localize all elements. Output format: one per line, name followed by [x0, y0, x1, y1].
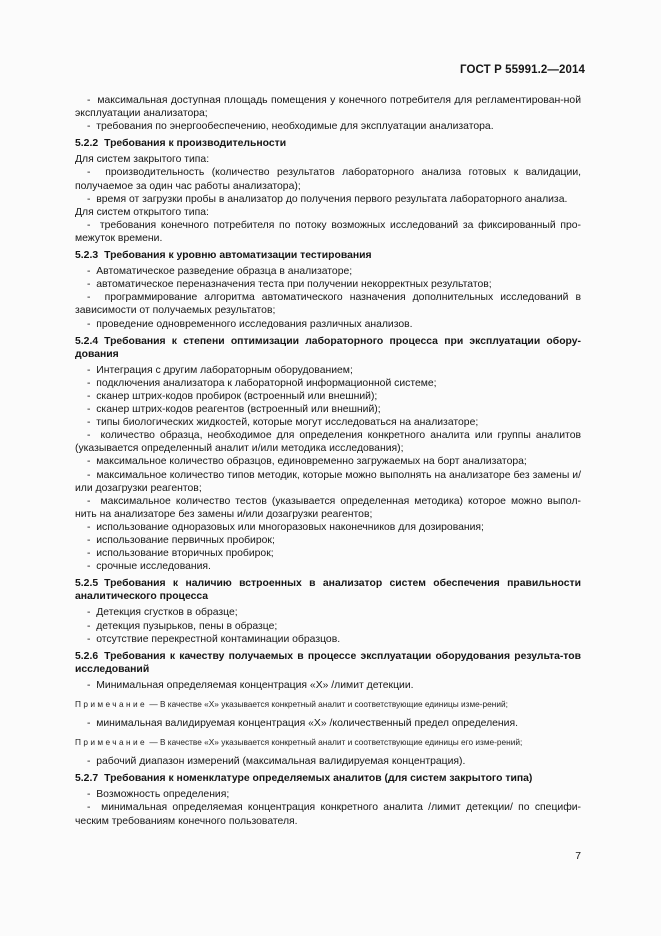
list-item [75, 166, 581, 192]
section-title: Требования к уровню автоматизации тестирования [104, 250, 372, 262]
page-number: 7 [575, 851, 581, 862]
list-item [75, 717, 581, 730]
list-item [75, 429, 581, 455]
section-number: 5.2.5 [75, 578, 99, 590]
list-dash: - [87, 456, 97, 468]
list-item-text: типы биологических жидкостей, которые могут исследоваться на анализаторе; [96, 417, 479, 429]
list-item-text: сканер штрих-кодов реагентов (встроенный или внешний); [96, 404, 381, 416]
list-dash: - [87, 121, 97, 133]
section-number: 5.2.3 [75, 250, 99, 262]
list-item-text: Минимальная определяемая концентрация «Х» /лимит детекции. [96, 679, 414, 691]
section-title: Требования к производительности [104, 138, 287, 150]
list-item-text: Детекция сгустков в образце; [96, 607, 238, 619]
list-dash: - [87, 430, 101, 442]
list-dash: - [87, 318, 97, 330]
list-dash: - [87, 620, 97, 632]
list-item-text: использование вторичных пробирок; [96, 548, 274, 560]
list-dash: - [87, 495, 101, 507]
list-item [75, 801, 581, 827]
list-item-text: максимальное количество типов методик, которые можно выполнять на анализаторе без замены и/или дозагрузки реагентов; [75, 469, 582, 494]
list-dash: - [87, 404, 97, 416]
list-item [75, 521, 581, 534]
list-item [75, 620, 581, 633]
list-dash: - [87, 292, 105, 304]
list-dash: - [87, 167, 106, 179]
list-item [75, 390, 581, 403]
list-dash: - [87, 417, 97, 429]
paragraph: Для систем открытого типа: [75, 206, 209, 218]
list-item-text: подключения анализатора к лабораторной информационной системе; [96, 377, 437, 389]
list-item [75, 560, 581, 573]
list-item-text: требования конечного потребителя по потоку возможных исследований за фиксированный про-межуток времени. [75, 219, 581, 244]
list-item-text: максимальное количество образцов, единовременно загружаемых на борт анализатора; [96, 456, 527, 468]
list-item [75, 416, 581, 429]
list-item [75, 788, 581, 801]
list-dash: - [87, 607, 97, 619]
document-body [75, 94, 581, 828]
section-heading [75, 335, 581, 361]
list-item-text: производительность (количество результатов лабораторного анализа готовых к валидации, получаемое за один час работы анализатора); [75, 167, 582, 192]
list-dash: - [87, 789, 97, 801]
section-title: Требования к качеству получаемых в процессе эксплуатации оборудования результа-тов исследований [75, 650, 581, 675]
list-dash: - [87, 364, 97, 376]
section-heading [75, 249, 581, 262]
list-item [75, 265, 581, 278]
list-dash: - [87, 193, 97, 205]
note-label: Примечание [75, 699, 148, 710]
list-item [75, 755, 581, 768]
list-dash: - [87, 219, 100, 231]
list-item-text: требования по энергообеспечению, необходимые для эксплуатации анализатора. [96, 121, 494, 133]
list-item-text: Интеграция с другим лабораторным оборудованием; [96, 364, 353, 376]
list-item [75, 469, 581, 495]
section-number: 5.2.6 [75, 650, 99, 662]
list-item-text: программирование алгоритма автоматического назначения дополнительных исследований в зависимости от получаемых результатов; [75, 292, 581, 317]
list-dash: - [87, 679, 97, 691]
list-item [75, 679, 581, 692]
list-item [75, 495, 581, 521]
list-item-text: рабочий диапазон измерений (максимальная валидируемая концентрация). [96, 756, 466, 768]
list-dash: - [87, 469, 97, 481]
list-item-text: Автоматическое разведение образца в анализаторе; [96, 266, 353, 278]
section-title: Требования к номенклатуре определяемых аналитов (для систем закрытого типа) [104, 773, 533, 785]
list-dash: - [87, 521, 97, 533]
list-item-text: сканер штрих-кодов пробирок (встроенный или внешний); [96, 390, 378, 402]
list-item-text: минимальная валидируемая концентрация «Х» /количественный предел определения. [96, 718, 518, 730]
list-item [75, 193, 581, 206]
list-item [75, 364, 581, 377]
list-item-text: использование одноразовых или многоразовых наконечников для дозирования; [96, 521, 484, 533]
list-item-text: максимальная доступная площадь помещения у конечного потребителя для регламентирован-ной эксплуатации анализатора; [75, 95, 581, 120]
section-heading [75, 650, 581, 676]
list-item-text: автоматическое переназначения теста при получении некорректных результатов; [96, 279, 492, 291]
list-item [75, 377, 581, 390]
list-item [75, 94, 581, 120]
section-heading [75, 772, 581, 785]
list-item [75, 403, 581, 416]
list-item-text: максимальное количество тестов (указывается определенная методика) которое можно выпол-нить на анализаторе без замены и/или дозагрузки реагентов; [75, 495, 581, 520]
list-item-text: использование первичных пробирок; [96, 535, 275, 546]
list-dash: - [87, 95, 98, 106]
list-item [75, 547, 581, 560]
list-item [75, 120, 581, 133]
list-item-text: проведение одновременного исследования различных анализов. [96, 318, 413, 330]
list-dash: - [87, 756, 97, 768]
paragraph: Для систем закрытого типа: [75, 154, 210, 166]
list-dash: - [87, 266, 97, 278]
list-dash: - [87, 279, 97, 291]
list-dash: - [87, 718, 97, 730]
list-dash: - [87, 377, 97, 389]
list-item [75, 219, 581, 245]
list-dash: - [87, 561, 97, 573]
list-item-text: количество образца, необходимое для определения конкретного аналита или группы аналитов (указывается определенный аналит и/или методика исследования); [75, 430, 581, 455]
list-item [75, 455, 581, 468]
section-number: 5.2.4 [75, 335, 99, 347]
section-title: Требования к степени оптимизации лабораторного процесса при эксплуатации обору-дования [75, 335, 581, 360]
list-item-text: отсутствие перекрестной контаминации образцов. [96, 633, 341, 645]
list-item [75, 278, 581, 291]
list-item [75, 534, 581, 547]
section-number: 5.2.2 [75, 138, 99, 150]
list-item [75, 633, 581, 646]
list-dash: - [87, 535, 97, 546]
note [75, 736, 581, 748]
section-title: Требования к наличию встроенных в анализатор систем обеспечения правильности аналитического процесса [75, 578, 581, 603]
list-item-text: детекция пузырьков, пены в образце; [96, 620, 278, 632]
section-heading [75, 577, 581, 603]
list-item [75, 606, 581, 619]
list-item-text: срочные исследования. [96, 561, 211, 573]
section-number: 5.2.7 [75, 773, 99, 785]
list-item [75, 318, 581, 331]
standard-header: ГОСТ Р 55991.2—2014 [460, 64, 585, 76]
note-text: — В качестве «Х» указывается конкретный аналит и соответствующие единицы изме-рений; [149, 699, 508, 710]
list-item-text: минимальная определяемая концентрация конкретного аналита /лимит детекции/ по специфи-ческим требованиям конечного пользователя. [75, 802, 582, 827]
list-dash: - [87, 390, 97, 402]
note-label: Примечание [75, 737, 148, 748]
list-item-text: время от загрузки пробы в анализатор до получения первого результата лабораторного анализа. [96, 193, 568, 205]
section-heading [75, 137, 581, 150]
list-item [75, 291, 581, 317]
list-dash: - [87, 802, 102, 814]
note [75, 698, 581, 710]
list-item-text: Возможность определения; [96, 789, 230, 801]
list-dash: - [87, 633, 97, 645]
list-dash: - [87, 548, 97, 560]
note-text: — В качестве «Х» указывается конкретный аналит и соответствующие единицы его изме-рений; [149, 737, 523, 748]
